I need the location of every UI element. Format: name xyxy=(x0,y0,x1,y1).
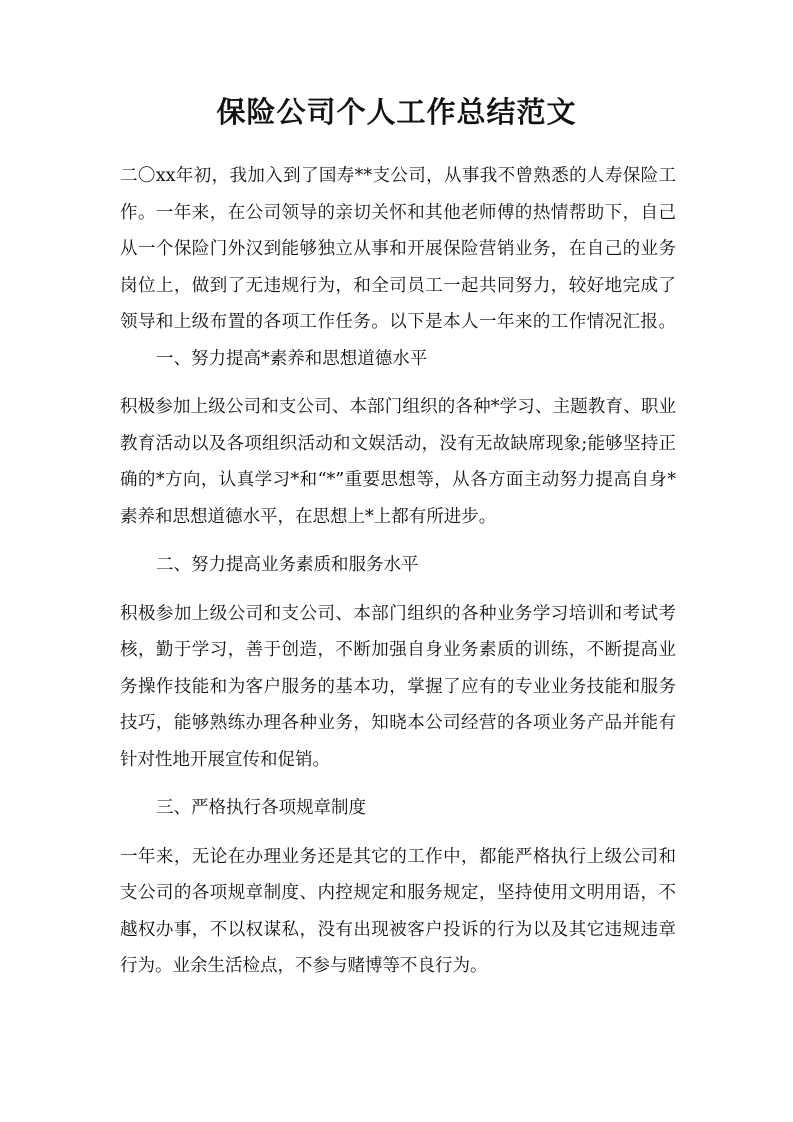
intro-paragraph xyxy=(120,158,676,377)
document-body xyxy=(120,158,676,985)
section2-paragraph: 积极参加上级公司和支公司、本部门组织的各种业务学习培训和考试考核，勤于学习，善于创造，不断加强自身业务素质的训练，不断提高业务操作技能和为客户服务的基本功，掌握了应有的专业业务技能和服务技巧，能够熟练办理各种业务，知晓本公司经营的各项业务产品并能有针对性地开展宣传和促销。 xyxy=(120,603,676,770)
section1-heading: 一、努力提高*素养和思想道德水平 xyxy=(156,348,428,369)
intro-text: 二〇xx年初，我加入到了国寿**支公司，从事我不曾熟悉的人寿保险工作。一年来，在公司领导的亲切关怀和其他老师傅的热情帮助下，自己从一个保险门外汉到能够独立从事和开展保险营销业务，在自己的业务岗位上，做到了无违规行为，和全司员工一起共同努力，较好地完成了领导和上级布置的各项工作任务。以下是本人一年来的工作情况汇报。 xyxy=(120,166,676,332)
document-title: 保险公司个人工作总结范文 xyxy=(216,95,577,129)
section1-paragraph: 积极参加上级公司和支公司、本部门组织的各种*学习、主题教育、职业教育活动以及各项组织活动和文娱活动，没有无故缺席现象;能够坚持正确的*方向，认真学习*和“*”重要思想等，从各方面主动努力提高自身*素养和思想道德水平，在思想上*上都有所进步。 xyxy=(120,397,676,527)
section2-heading: 二、努力提高业务素质和服务水平 xyxy=(156,555,419,575)
section3-paragraph: 一年来，无论在办理业务还是其它的工作中，都能严格执行上级公司和支公司的各项规章制度、内控规定和服务规定，坚持使用文明用语，不越权办事，不以权谋私，没有出现被客户投诉的行为以及其它违规违章行为。业余生活检点，不参与赌博等不良行为。 xyxy=(120,846,676,976)
section3-heading: 三、严格执行各项规章制度 xyxy=(156,798,366,818)
